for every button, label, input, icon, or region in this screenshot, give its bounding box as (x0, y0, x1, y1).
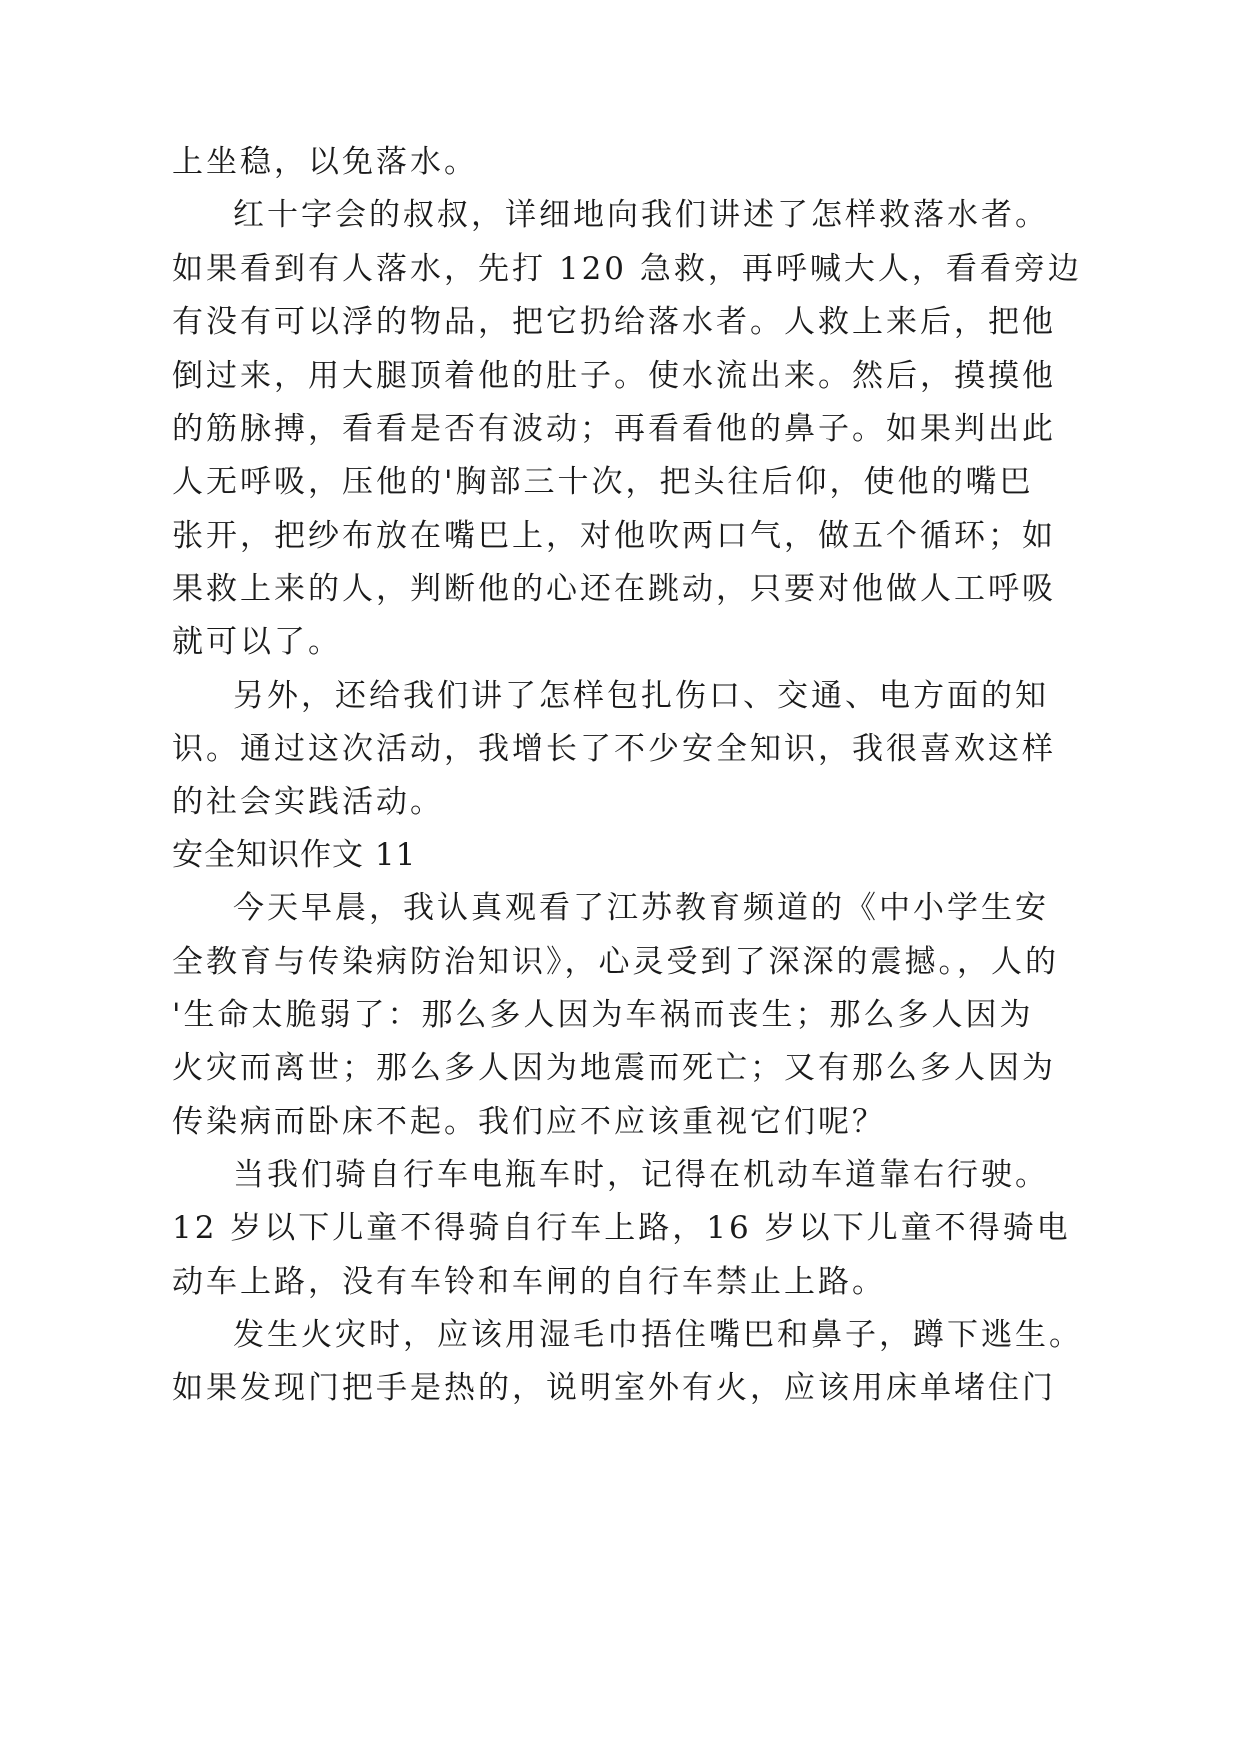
text-line: 如果发现门把手是热的，说明室外有火，应该用床单堵住门 (172, 1370, 1056, 1406)
text-line: 张开，把纱布放在嘴巴上，对他吹两口气，做五个循环；如 (172, 518, 1056, 554)
text-line: 的社会实践活动。 (172, 784, 444, 820)
text-line: 如果看到有人落水，先打 120 急救，再呼喊大人，看看旁边 (172, 251, 1082, 287)
text-line: 动车上路，没有车铃和车闸的自行车禁止上路。 (172, 1264, 886, 1300)
text-line: 有没有可以浮的物品，把它扔给落水者。人救上来后，把他 (172, 304, 1056, 340)
text-line: 红十字会的叔叔，详细地向我们讲述了怎样救落水者。 (233, 197, 1049, 233)
text-line: 12 岁以下儿童不得骑自行车上路，16 岁以下儿童不得骑电 (172, 1210, 1071, 1246)
text-line: 就可以了。 (172, 624, 342, 660)
text-line: 当我们骑自行车电瓶车时，记得在机动车道靠右行驶。 (233, 1157, 1049, 1193)
text-line: 倒过来，用大腿顶着他的肚子。使水流出来。然后，摸摸他 (172, 358, 1056, 394)
section-heading: 安全知识作文 11 (172, 837, 417, 873)
text-line: 火灾而离世；那么多人因为地震而死亡；又有那么多人因为 (172, 1050, 1056, 1086)
text-line: 识。通过这次活动，我增长了不少安全知识，我很喜欢这样 (172, 731, 1056, 767)
text-line: 全教育与传染病防治知识》，心灵受到了深深的震撼。，人的 (172, 944, 1059, 980)
text-line: 上坐稳，以免落水。 (172, 144, 478, 180)
text-line: 发生火灾时，应该用湿毛巾捂住嘴巴和鼻子，蹲下逃生。 (233, 1317, 1083, 1353)
text-line: 另外，还给我们讲了怎样包扎伤口、交通、电方面的知 (233, 678, 1049, 714)
text-line: 今天早晨，我认真观看了江苏教育频道的《中小学生安 (233, 890, 1049, 926)
text-line: 的筋脉搏，看看是否有波动；再看看他的鼻子。如果判出此 (172, 411, 1056, 447)
text-line: 人无呼吸，压他的'胸部三十次，把头往后仰，使他的嘴巴 (172, 464, 1034, 500)
text-line: 果救上来的人，判断他的心还在跳动，只要对他做人工呼吸 (172, 571, 1056, 607)
text-line: '生命太脆弱了：那么多人因为车祸而丧生；那么多人因为 (172, 997, 1034, 1033)
text-line: 传染病而卧床不起。我们应不应该重视它们呢？ (172, 1104, 886, 1140)
